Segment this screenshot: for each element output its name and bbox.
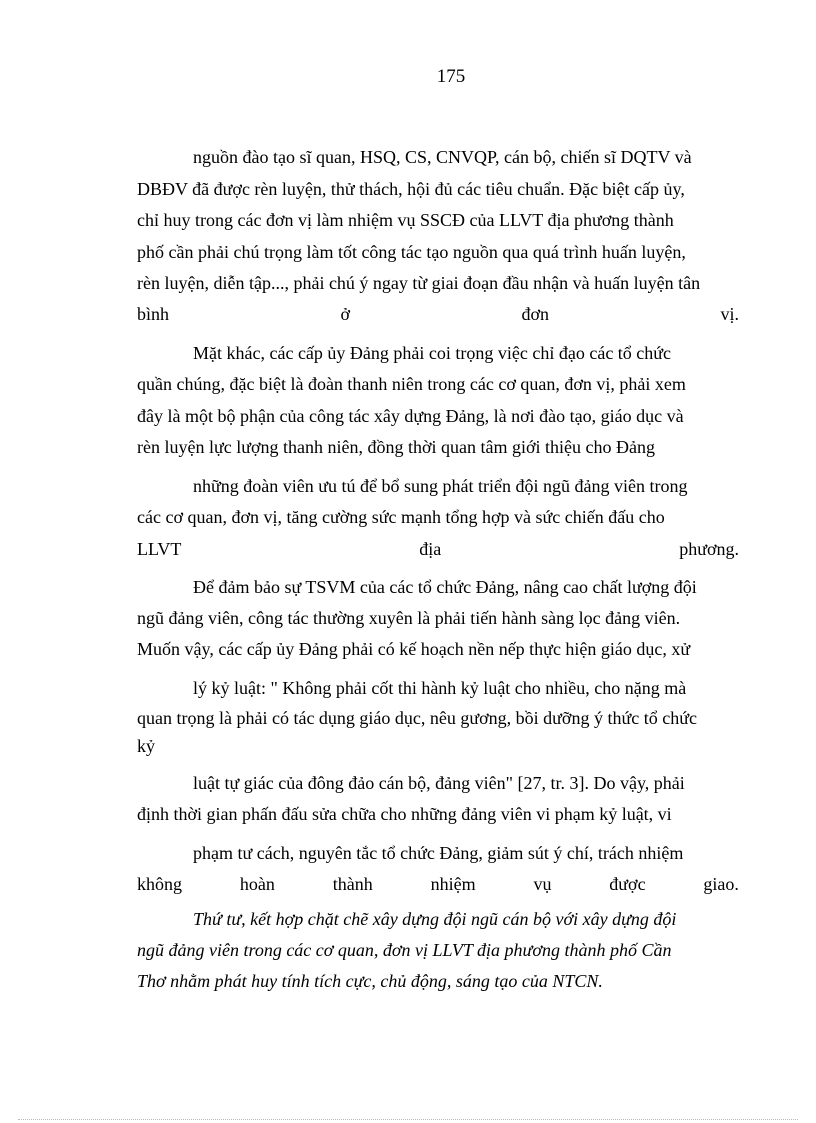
justified-line (137, 872, 739, 896)
word: địa (419, 539, 442, 559)
text-line: kỷ (137, 736, 155, 756)
section-heading-line: ngũ đảng viên trong các cơ quan, đơn vị LLVT địa phương thành phố Cần (137, 940, 672, 960)
text-line: rèn luyện, diễn tập..., phải chú ý ngay từ giai đoạn đầu nhận và huấn luyện tân (137, 273, 701, 293)
text-line: quan trọng là phải có tác dụng giáo dục, nêu gương, bồi dưỡng ý thức tổ chức (137, 708, 697, 728)
word: phương. (679, 539, 739, 559)
text-line: nguồn đào tạo sĩ quan, HSQ, CS, CNVQP, cán bộ, chiến sĩ DQTV và (193, 147, 692, 167)
page-number: 175 (436, 66, 466, 87)
word: ở (340, 304, 351, 324)
word: đơn (521, 304, 550, 324)
word: bình (137, 304, 170, 324)
page-bottom-rule (18, 1119, 798, 1120)
justified-line (137, 302, 739, 326)
text-line: Muốn vậy, các cấp ủy Đảng phải có kế hoạch nền nếp thực hiện giáo dục, xử (137, 639, 691, 659)
word: thành (332, 874, 373, 894)
text-line: rèn luyện lực lượng thanh niên, đồng thời quan tâm giới thiệu cho Đảng (137, 437, 655, 457)
text-line: quần chúng, đặc biệt là đoàn thanh niên trong các cơ quan, đơn vị, phải xem (137, 374, 686, 394)
text-line: ngũ đảng viên, công tác thường xuyên là phải tiến hành sàng lọc đảng viên. (137, 608, 681, 628)
word: được (609, 874, 646, 894)
word: LLVT (137, 539, 182, 559)
text-line: luật tự giác của đông đảo cán bộ, đảng viên" [27, tr. 3]. Do vậy, phải (193, 773, 685, 793)
justified-line (137, 537, 739, 561)
word: vụ (533, 874, 552, 894)
text-line: Mặt khác, các cấp ủy Đảng phải coi trọng việc chỉ đạo các tổ chức (193, 343, 672, 363)
text-line: phạm tư cách, nguyên tắc tổ chức Đảng, giảm sút ý chí, trách nhiệm (193, 843, 684, 863)
word: nhiệm (430, 874, 476, 894)
text-line: các cơ quan, đơn vị, tăng cường sức mạnh tổng hợp và sức chiến đấu cho (137, 507, 665, 527)
text-line: những đoàn viên ưu tú để bổ sung phát triển đội ngũ đảng viên trong (193, 476, 688, 496)
text-line: Để đảm bảo sự TSVM của các tổ chức Đảng, nâng cao chất lượng đội (193, 577, 697, 597)
section-heading-line: Thứ tư, kết hợp chặt chẽ xây dựng đội ngũ cán bộ với xây dựng đội (193, 909, 677, 929)
word: hoàn (239, 874, 275, 894)
word: không (137, 874, 182, 894)
text-line: định thời gian phấn đấu sửa chữa cho những đảng viên vi phạm kỷ luật, vi (137, 804, 672, 824)
section-heading-line: Thơ nhằm phát huy tính tích cực, chủ động, sáng tạo của NTCN. (137, 971, 603, 991)
text-line: phố cần phải chú trọng làm tốt công tác tạo nguồn qua quá trình huấn luyện, (137, 242, 686, 262)
word: giao. (703, 874, 739, 894)
text-line: chỉ huy trong các đơn vị làm nhiệm vụ SSCĐ của LLVT địa phương thành (137, 210, 674, 230)
text-line: DBĐV đã được rèn luyện, thử thách, hội đủ các tiêu chuẩn. Đặc biệt cấp ủy, (137, 179, 685, 199)
text-line: lý kỷ luật: " Không phải cốt thi hành kỷ luật cho nhiều, cho nặng mà (193, 678, 687, 698)
word: vị. (720, 304, 739, 324)
text-line: đây là một bộ phận của công tác xây dựng Đảng, là nơi đào tạo, giáo dục và (137, 406, 684, 426)
